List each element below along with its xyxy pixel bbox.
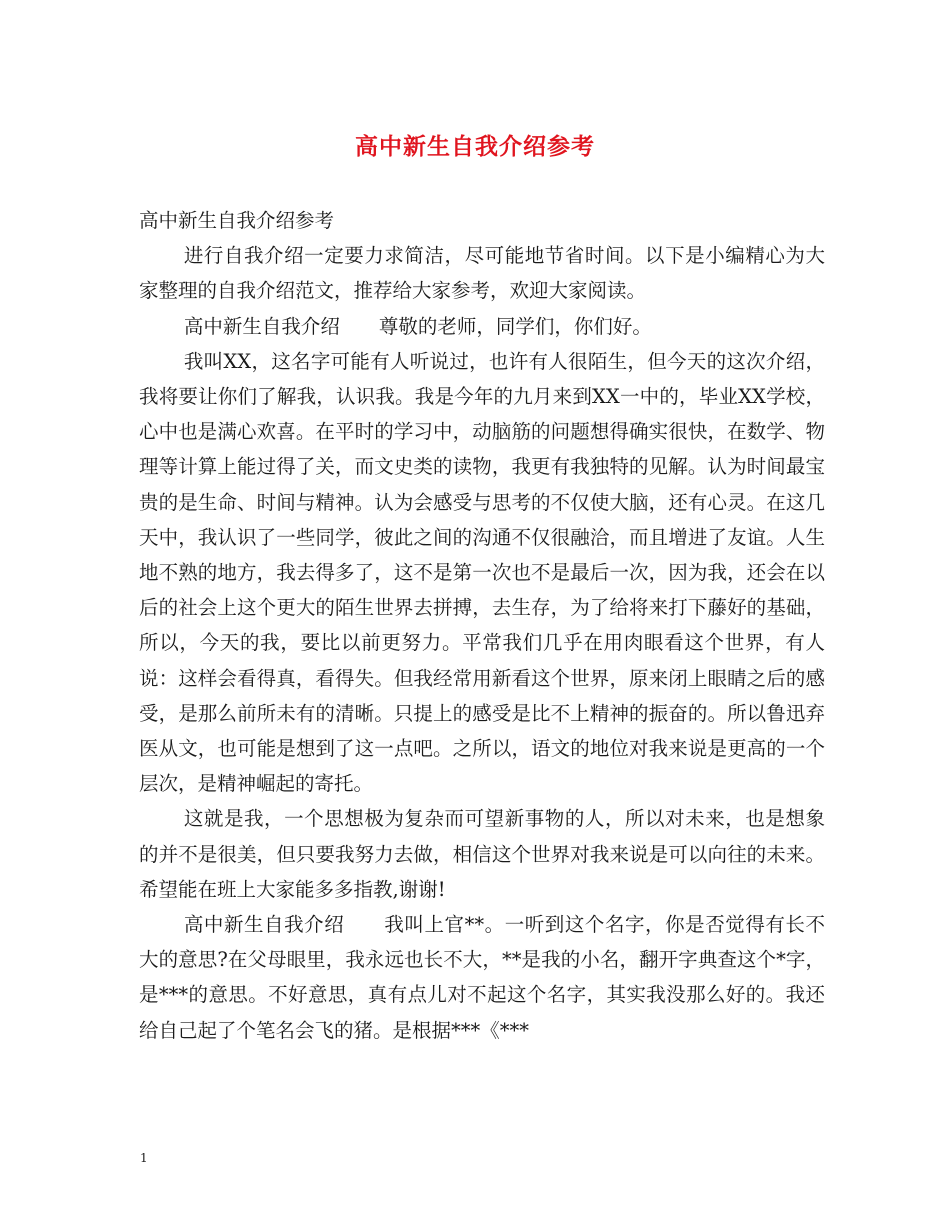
document-body [139, 203, 825, 1048]
paragraph-greeting: 高中新生自我介绍 尊敬的老师，同学们，你们好。 [183, 314, 652, 338]
page-number: 1 [140, 1151, 148, 1165]
paragraph-heading: 高中新生自我介绍参考 [139, 209, 335, 232]
document-title: 高中新生自我介绍参考 [355, 133, 595, 160]
paragraph-intro: 进行自我介绍一定要力求简洁，尽可能地节省时间。以下是小编精心为大家整理的自我介绍范文，推荐给大家参考，欢迎大家阅读。 [139, 244, 825, 303]
paragraph-conclusion: 这就是我，一个思想极为复杂而可望新事物的人，所以对未来，也是想象的并不是很美，但只要我努力去做，相信这个世界对我来说是可以向往的未来。希望能在班上大家能多多指教,谢谢! [139, 807, 825, 901]
paragraph-self-description: 我叫XX，这名字可能有人听说过，也许有人很陌生，但今天的这次介绍，我将要让你们了解我，认识我。我是今年的九月来到XX一中的，毕业XX学校，心中也是满心欢喜。在平时的学习中，动脑筋的问题想得确实很快，在数学、物理等计算上能过得了关，而文史类的读物，我更有我独特的见解。认为时间最宝贵的是生命、时间与精神。认为会感受与思考的不仅使大脑，还有心灵。在这几天中，我认识了一些同学，彼此之间的沟通不仅很融洽，而且增进了友谊。人生地不熟的地方，我去得多了，这不是第一次也不是最后一次，因为我，还会在以后的社会上这个更大的陌生世界去拼搏，去生存，为了给将来打下藤好的基础，所以，今天的我，要比以前更努力。平常我们几乎在用肉眼看这个世界，有人说：这样会看得真，看得失。但我经常用新看这个世界，原来闭上眼睛之后的感受，是那么前所未有的清晰。只提上的感受是比不上精神的振奋的。所以鲁迅弃医从文，也可能是想到了这一点吧。之所以，语文的地位对我来说是更高的一个层次，是精神崛起的寄托。 [139, 349, 825, 796]
paragraph-second-introduction: 高中新生自我介绍 我叫上官**。一听到这个名字，你是否觉得有长不大的意思?在父母眼里，我永远也长不大，**是我的小名，翻开字典查这个*字，是***的意思。不好意思，真有点儿对不起这个名字，其实我没那么好的。我还给自己起了个笔名会飞的猪。是根据***《*** [139, 913, 825, 1042]
